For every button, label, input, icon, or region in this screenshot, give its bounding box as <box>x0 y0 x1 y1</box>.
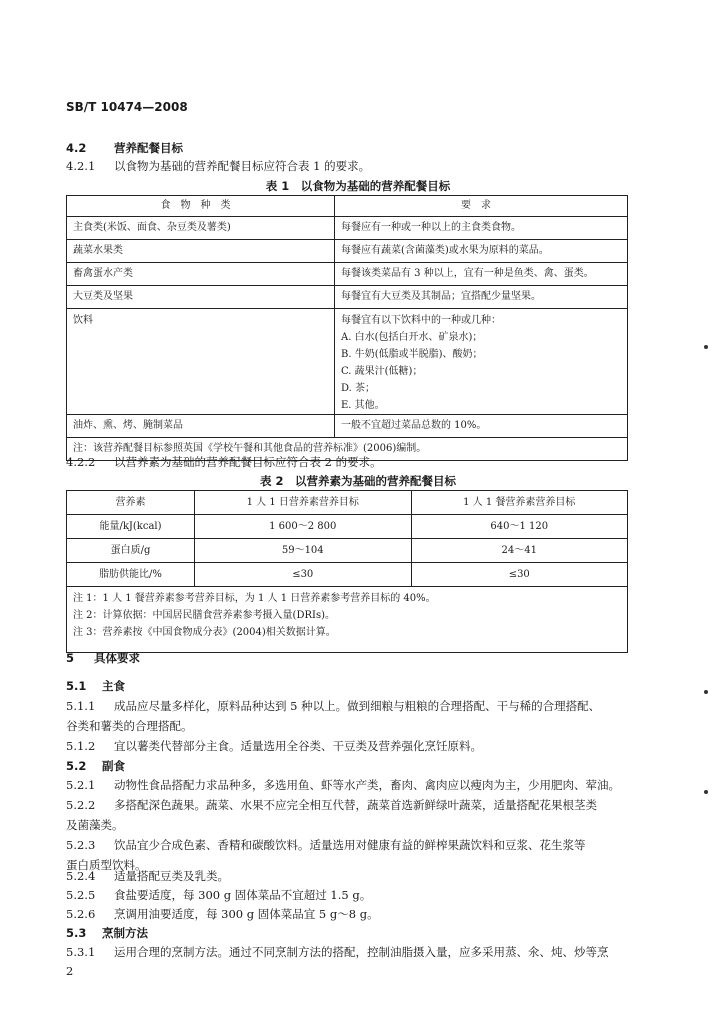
table-row-drinks: 饮料 每餐宜有以下饮料中的一种或几种： A. 白水(包括白开水、矿泉水)； B. 牛奶(低脂或半脱脂)、酸奶； C. 蔬果汁(低糖)； D. 茶； E. 其他。 <box>67 309 628 415</box>
section-5-2: 5.2 副食 <box>66 759 125 773</box>
section-5: 5 具体要求 <box>66 651 140 665</box>
table-row: 畜禽蛋水产类 每餐该类菜品有 3 种以上，宜有一种是鱼类、禽、蛋类。 <box>67 263 628 286</box>
table-2-header-daily: 1 人 1 日营养素营养目标 <box>195 491 412 515</box>
section-5-2-3: 5.2.3 饮品宜少合成色素、香精和碳酸饮料。适量选用对健康有益的鲜榨果蔬饮料和豆浆、花生浆等 蛋白质型饮料。 <box>66 838 586 872</box>
section-5-1-2: 5.1.2 宜以薯类代替部分主食。适量选用全谷类、干豆类及营养强化烹饪原料。 <box>66 739 482 753</box>
table-2 <box>66 490 628 653</box>
table-row: 蛋白质/g 59～104 24～41 <box>67 539 628 563</box>
standard-code: SB/T 10474—2008 <box>66 100 188 114</box>
table-2-header-meal: 1 人 1 餐营养素营养目标 <box>411 491 628 515</box>
section-4-2-2: 4.2.2 以营养素为基础的营养配餐目标应符合表 2 的要求。 <box>66 455 382 469</box>
scan-mark <box>704 345 708 349</box>
section-4-2-1: 4.2.1 以食物为基础的营养配餐目标应符合表 1 的要求。 <box>66 159 371 173</box>
table-row: 能量/kJ(kcal) 1 600～2 800 640～1 120 <box>67 515 628 539</box>
section-5-2-4: 5.2.4 适量搭配豆类及乳类。 <box>66 869 229 883</box>
table-row: 大豆类及坚果 每餐宜有大豆类及其制品；宜搭配少量坚果。 <box>67 286 628 309</box>
table-2-header-nutrient: 营养素 <box>67 491 195 515</box>
section-5-3: 5.3 烹制方法 <box>66 926 148 940</box>
table-row: 油炸、熏、烤、腌制菜品 一般不宜超过菜品总数的 10%。 <box>67 415 628 438</box>
section-5-2-2: 5.2.2 多搭配深色蔬果。蔬菜、水果不应完全相互代替，蔬菜首选新鲜绿叶蔬菜，适量搭配花果根茎类 及菌藻类。 <box>66 798 597 832</box>
table-row: 主食类(米饭、面食、杂豆类及薯类) 每餐应有一种或一种以上的主食类食物。 <box>67 217 628 240</box>
section-5-2-6: 5.2.6 烹调用油要适度，每 300 g 固体菜品宜 5 g～8 g。 <box>66 907 379 921</box>
table-1 <box>66 195 628 461</box>
table-2-notes: 注 1：1 人 1 餐营养素参考营养目标，为 1 人 1 日营养素参考营养目标的 40%。 注 2：计算依据：中国居民膳食营养素参考摄入量(DRIs)。 注 3：营养素按《中国食物成分表》(2004)相关数据计算。 <box>67 587 628 653</box>
section-5-2-1: 5.2.1 动物性食品搭配力求品种多，多选用鱼、虾等水产类，畜肉、禽肉应以瘦肉为主，少用肥肉、荤油。 <box>66 778 620 792</box>
section-5-2-5: 5.2.5 食盐要适度，每 300 g 固体菜品不宜超过 1.5 g。 <box>66 888 372 902</box>
page-number: 2 <box>66 964 74 978</box>
table-1-header-requirement: 要求 <box>335 196 628 217</box>
table-2-caption: 表 2 以营养素为基础的营养配餐目标 <box>259 474 456 488</box>
table-row: 蔬菜水果类 每餐应有蔬菜(含菌藻类)或水果为原料的菜品。 <box>67 240 628 263</box>
table-1-note: 注：该营养配餐目标参照英国《学校午餐和其他食品的营养标准》(2006)编制。 <box>67 438 628 461</box>
scan-mark <box>704 690 708 694</box>
section-5-1-1: 5.1.1 成品应尽量多样化，原料品种达到 5 种以上。做到细粮与粗粮的合理搭配、干与稀的合理搭配、 谷类和薯类的合理搭配。 <box>66 699 601 733</box>
table-row: 脂肪供能比/% ≤30 ≤30 <box>67 563 628 587</box>
table-1-caption: 表 1 以食物为基础的营养配餐目标 <box>265 179 451 193</box>
table-1-header-food: 食物种类 <box>67 196 335 217</box>
section-4-2: 4.2 营养配餐目标 <box>66 141 183 155</box>
section-5-1: 5.1 主食 <box>66 679 125 693</box>
scan-mark <box>704 790 708 794</box>
section-5-3-1: 5.3.1 运用合理的烹制方法。通过不同烹制方法的搭配，控制油脂摄入量，应多采用蒸、氽、炖、炒等烹 <box>66 945 609 959</box>
